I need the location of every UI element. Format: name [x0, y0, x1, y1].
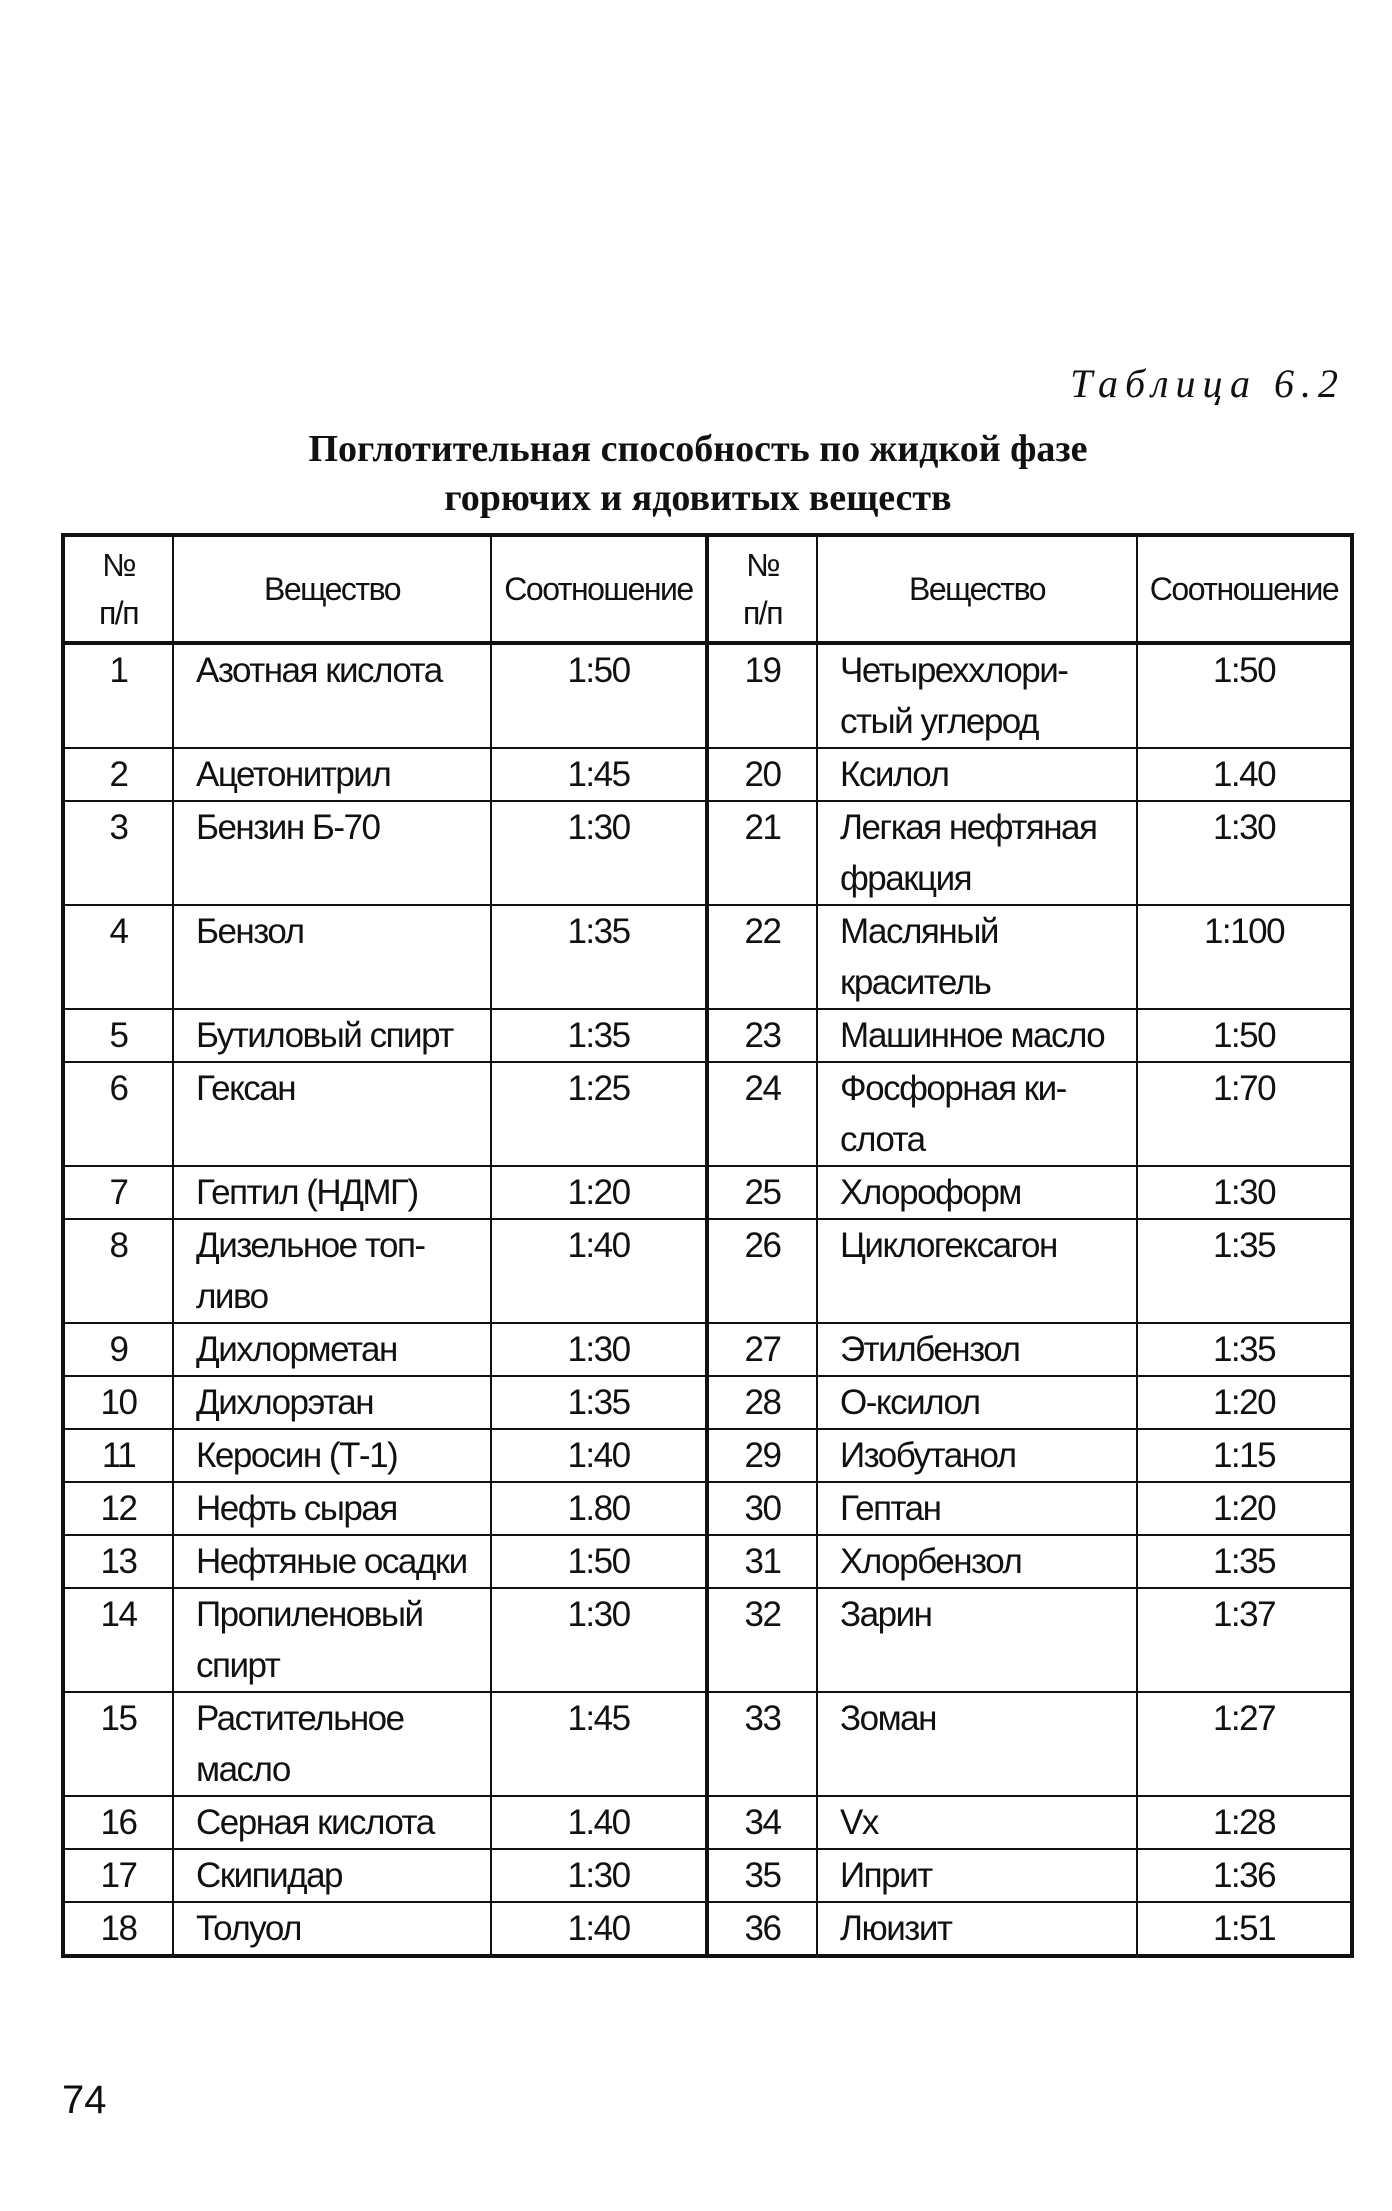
- substance-name-left: Пропиленовый спирт: [173, 1588, 491, 1692]
- substance-name-left: Гексан: [173, 1062, 491, 1166]
- absorption-ratio-left: 1:30: [491, 1588, 707, 1692]
- absorption-ratio-right: 1:70: [1137, 1062, 1352, 1166]
- row-number-right: 20: [707, 748, 817, 801]
- table-row: [63, 1588, 1352, 1692]
- table-row: [63, 1429, 1352, 1482]
- substance-name-right: О-ксилол: [817, 1376, 1137, 1429]
- row-number-left: 13: [63, 1535, 173, 1588]
- substance-name-left: Бутиловый спирт: [173, 1009, 491, 1062]
- substance-name-left: Азотная кислота: [173, 643, 491, 748]
- table-row: [63, 905, 1352, 1009]
- table-row: [63, 1219, 1352, 1323]
- page-number: 74: [62, 2078, 107, 2122]
- absorption-ratio-left: 1:40: [491, 1219, 707, 1323]
- table-row: [63, 801, 1352, 905]
- row-number-left: 16: [63, 1796, 173, 1849]
- substance-name-right: Изобутанол: [817, 1429, 1137, 1482]
- header-number-symbol: №: [746, 547, 779, 583]
- row-number-left: 6: [63, 1062, 173, 1166]
- row-number-right: 25: [707, 1166, 817, 1219]
- absorption-ratio-left: 1:50: [491, 1535, 707, 1588]
- absorption-ratio-right: 1:35: [1137, 1323, 1352, 1376]
- absorption-ratio-right: 1:50: [1137, 643, 1352, 748]
- header-number-abbrev: п/п: [98, 595, 139, 631]
- row-number-left: 2: [63, 748, 173, 801]
- substance-name-left: Нефтяные осадки: [173, 1535, 491, 1588]
- table-row: [63, 1166, 1352, 1219]
- row-number-right: 33: [707, 1692, 817, 1796]
- substance-name-right: Зарин: [817, 1588, 1137, 1692]
- absorption-ratio-right: 1:37: [1137, 1588, 1352, 1692]
- row-number-right: 27: [707, 1323, 817, 1376]
- table-row: [63, 1482, 1352, 1535]
- absorption-ratio-right: 1:30: [1137, 1166, 1352, 1219]
- absorption-ratio-left: 1:35: [491, 1376, 707, 1429]
- table-row: [63, 1796, 1352, 1849]
- table-row: [63, 1535, 1352, 1588]
- row-number-right: 28: [707, 1376, 817, 1429]
- substance-name-left: Растительное масло: [173, 1692, 491, 1796]
- absorption-ratio-right: 1:35: [1137, 1535, 1352, 1588]
- absorption-ratio-right: 1:27: [1137, 1692, 1352, 1796]
- absorption-ratio-right: 1:20: [1137, 1482, 1352, 1535]
- substance-name-right: Четыреххлори- стый углерод: [817, 643, 1137, 748]
- absorption-ratio-left: 1:35: [491, 1009, 707, 1062]
- row-number-left: 17: [63, 1849, 173, 1902]
- table-row: [63, 1849, 1352, 1902]
- row-number-right: 36: [707, 1902, 817, 1956]
- row-number-right: 22: [707, 905, 817, 1009]
- table-row: [63, 1376, 1352, 1429]
- table-body: [63, 643, 1352, 1956]
- absorption-ratio-left: 1:20: [491, 1166, 707, 1219]
- table-title-line-1: Поглотительная способность по жидкой фазе: [308, 428, 1088, 470]
- table-row: [63, 1323, 1352, 1376]
- absorption-ratio-left: 1:40: [491, 1902, 707, 1956]
- row-number-right: 30: [707, 1482, 817, 1535]
- header-number-left: [63, 535, 173, 643]
- row-number-right: 24: [707, 1062, 817, 1166]
- substance-name-right: Люизит: [817, 1902, 1137, 1956]
- row-number-left: 10: [63, 1376, 173, 1429]
- absorption-ratio-right: 1:28: [1137, 1796, 1352, 1849]
- row-number-left: 11: [63, 1429, 173, 1482]
- substance-name-left: Нефть сырая: [173, 1482, 491, 1535]
- absorption-ratio-left: 1.40: [491, 1796, 707, 1849]
- table-row: [63, 1692, 1352, 1796]
- absorption-ratio-right: 1.40: [1137, 748, 1352, 801]
- substance-name-right: Этилбензол: [817, 1323, 1137, 1376]
- absorption-ratio-left: 1:50: [491, 643, 707, 748]
- header-number-abbrev: п/п: [742, 595, 783, 631]
- substance-name-left: Гептил (НДМГ): [173, 1166, 491, 1219]
- substance-name-left: Ацетонитрил: [173, 748, 491, 801]
- absorption-ratio-left: 1:35: [491, 905, 707, 1009]
- substance-name-right: Vx: [817, 1796, 1137, 1849]
- substance-name-right: Легкая нефтяная фракция: [817, 801, 1137, 905]
- row-number-left: 12: [63, 1482, 173, 1535]
- row-number-left: 7: [63, 1166, 173, 1219]
- table-title: [60, 425, 1346, 523]
- row-number-left: 15: [63, 1692, 173, 1796]
- substance-name-right: Машинное масло: [817, 1009, 1137, 1062]
- row-number-right: 26: [707, 1219, 817, 1323]
- absorption-ratio-left: 1:30: [491, 1323, 707, 1376]
- substance-name-right: Хлороформ: [817, 1166, 1137, 1219]
- absorption-ratio-left: 1:25: [491, 1062, 707, 1166]
- substance-name-left: Бензин Б-70: [173, 801, 491, 905]
- table-row: [63, 1902, 1352, 1956]
- substance-name-left: Дихлорметан: [173, 1323, 491, 1376]
- row-number-left: 5: [63, 1009, 173, 1062]
- absorption-ratio-right: 1:36: [1137, 1849, 1352, 1902]
- substance-name-left: Серная кислота: [173, 1796, 491, 1849]
- table-row: [63, 1009, 1352, 1062]
- absorption-ratio-right: 1:35: [1137, 1219, 1352, 1323]
- row-number-right: 35: [707, 1849, 817, 1902]
- table-row: [63, 1062, 1352, 1166]
- row-number-right: 23: [707, 1009, 817, 1062]
- row-number-right: 29: [707, 1429, 817, 1482]
- header-ratio-left: Соотношение: [491, 535, 707, 643]
- absorption-ratio-left: 1:45: [491, 748, 707, 801]
- substance-name-right: Циклогексагон: [817, 1219, 1137, 1323]
- absorption-ratio-left: 1.80: [491, 1482, 707, 1535]
- row-number-left: 4: [63, 905, 173, 1009]
- substance-name-left: Бензол: [173, 905, 491, 1009]
- substance-name-right: Иприт: [817, 1849, 1137, 1902]
- row-number-right: 19: [707, 643, 817, 748]
- row-number-left: 9: [63, 1323, 173, 1376]
- absorption-ratio-right: 1:51: [1137, 1902, 1352, 1956]
- substance-name-right: Ксилол: [817, 748, 1137, 801]
- row-number-left: 14: [63, 1588, 173, 1692]
- substance-name-right: Масляный краситель: [817, 905, 1137, 1009]
- header-number-symbol: №: [102, 547, 135, 583]
- substance-name-right: Хлорбензол: [817, 1535, 1137, 1588]
- substance-name-right: Гептан: [817, 1482, 1137, 1535]
- row-number-right: 32: [707, 1588, 817, 1692]
- row-number-right: 34: [707, 1796, 817, 1849]
- substance-name-right: Фосфорная ки- слота: [817, 1062, 1137, 1166]
- header-substance-left: Вещество: [173, 535, 491, 643]
- table-caption: Таблица 6.2: [1070, 361, 1345, 406]
- row-number-left: 8: [63, 1219, 173, 1323]
- table-row: [63, 643, 1352, 748]
- table-title-line-2: горючих и ядовитых веществ: [444, 477, 952, 519]
- row-number-left: 3: [63, 801, 173, 905]
- row-number-right: 21: [707, 801, 817, 905]
- row-number-right: 31: [707, 1535, 817, 1588]
- substance-name-right: Зоман: [817, 1692, 1137, 1796]
- header-substance-right: Вещество: [817, 535, 1137, 643]
- substance-name-left: Толуол: [173, 1902, 491, 1956]
- substance-name-left: Дихлорэтан: [173, 1376, 491, 1429]
- substance-name-left: Скипидар: [173, 1849, 491, 1902]
- absorption-ratio-right: 1:20: [1137, 1376, 1352, 1429]
- absorption-ratio-right: 1:50: [1137, 1009, 1352, 1062]
- absorption-table: [61, 533, 1354, 1958]
- absorption-ratio-left: 1:30: [491, 1849, 707, 1902]
- absorption-ratio-right: 1:15: [1137, 1429, 1352, 1482]
- absorption-ratio-right: 1:30: [1137, 801, 1352, 905]
- substance-name-left: Керосин (Т-1): [173, 1429, 491, 1482]
- absorption-ratio-left: 1:40: [491, 1429, 707, 1482]
- absorption-ratio-left: 1:45: [491, 1692, 707, 1796]
- header-number-right: [707, 535, 817, 643]
- table-header-row: [63, 535, 1352, 643]
- absorption-ratio-left: 1:30: [491, 801, 707, 905]
- row-number-left: 1: [63, 643, 173, 748]
- table-row: [63, 748, 1352, 801]
- absorption-ratio-right: 1:100: [1137, 905, 1352, 1009]
- substance-name-left: Дизельное топ- ливо: [173, 1219, 491, 1323]
- header-ratio-right: Соотношение: [1137, 535, 1352, 643]
- row-number-left: 18: [63, 1902, 173, 1956]
